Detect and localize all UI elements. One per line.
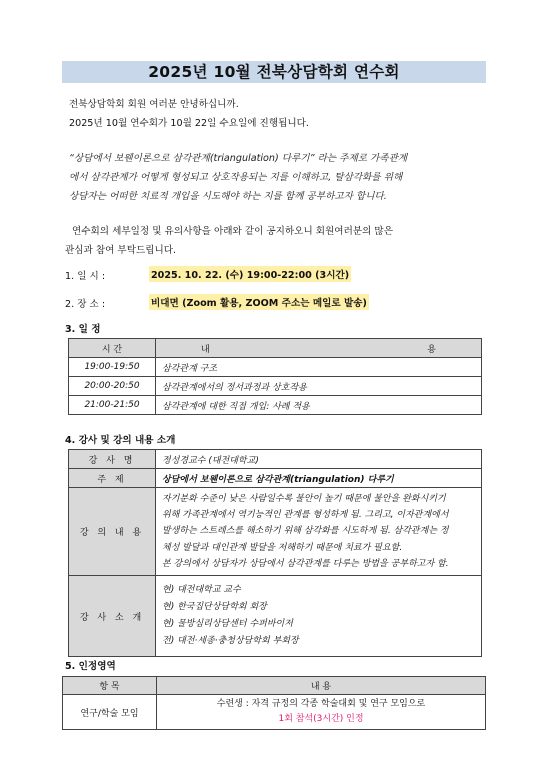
bio-line: 현) 한국집단상담학회 회장 [162,602,267,613]
credit-header-content: 내 용 [157,677,486,695]
greeting-line-1: 전북상담학회 회원 여러분 안녕하십니까. [69,99,239,110]
lecture-content-line: 위해 가족관계에서 역기능적인 관계를 형성하게 됨. 그리고, 이자관계에서 [162,510,449,521]
schedule-header-time: 시 간 [69,339,156,358]
datetime-label: 1. 일 시 : [65,271,106,282]
credit-table [62,676,486,730]
table-row [69,396,482,415]
schedule-content: 삼각관계에 대한 직접 개입: 사례 적용 [156,396,482,415]
bio-label: 강 사 소 개 [69,576,156,657]
bio-line: 현) 물방심리상담센터 수퍼바이저 [162,619,293,630]
intro-line-2: 에서 삼각관계가 어떻게 형성되고 상호작용되는 지를 이해하고, 탈삼각화를 위해 [69,172,403,183]
schedule-time: 21:00-21:50 [69,396,156,415]
schedule-content: 삼각관계에서의 정서과정과 상호작용 [156,377,482,396]
lecture-table [68,449,482,657]
credit-content [157,695,486,730]
intro-line-3: 상담자는 어떠한 치료적 개입을 시도해야 하는 지를 함께 공부하고자 합니다. [69,191,387,202]
schedule-table [68,338,482,415]
greeting-line-2: 2025년 10월 연수회가 10월 22일 수요일에 진행됩니다. [69,118,309,129]
schedule-time: 19:00-19:50 [69,358,156,377]
schedule-content: 삼각관계 구조 [156,358,482,377]
page-title: 2025년 10월 전북상담학회 연수회 [62,61,486,83]
table-row [69,358,482,377]
speaker-name: 정성경교수 (대전대학교) [156,450,482,469]
lecture-content [156,488,482,576]
schedule-header-content: 내 용 [156,339,482,358]
credit-heading: 5. 인정영역 [65,661,116,672]
bio-line: 현) 대전대학교 교수 [162,585,241,596]
credit-header-row [63,677,486,695]
topic-value: 상담에서 보웬이론으로 삼각관계(triangulation) 다루기 [156,469,482,488]
table-row [69,576,482,657]
content-label: 강 의 내 용 [69,488,156,576]
place-label: 2. 장 소 : [65,299,106,310]
credit-item: 연구/학술 모임 [63,695,157,730]
intro-line-1: “상담에서 보웬이론으로 삼각관계(triangulation) 다루기” 라는 주제로 가족관계 [69,153,408,164]
schedule-time: 20:00-20:50 [69,377,156,396]
datetime-value: 2025. 10. 22. (수) 19:00-22:00 (3시간) [149,266,351,282]
speaker-label: 강 사 명 [69,450,156,469]
table-row [63,695,486,730]
lecture-content-line: 발생하는 스트레스를 해소하기 위해 삼각화를 시도하게 됨. 삼각관계는 정 [162,526,449,537]
table-row [69,469,482,488]
credit-content-line-1: 수련생 : 자격 규정의 각종 학술대회 및 연구 모임으로 [216,699,426,709]
credit-header-item: 항 목 [63,677,157,695]
table-row [69,450,482,469]
table-row [69,488,482,576]
schedule-heading: 3. 일 정 [65,324,101,335]
topic-label: 주 제 [69,469,156,488]
credit-content-line-2: 1회 참석(3시간) 인정 [278,714,364,724]
lecture-content-line: 체성 발달과 대인관계 발달을 저해하기 때문에 치료가 필요함. [162,542,403,553]
lecture-heading: 4. 강사 및 강의 내용 소개 [65,435,176,446]
speaker-bio [156,576,482,657]
table-row [69,377,482,396]
bio-line: 전) 대전·세종·충청상담학회 부회장 [162,636,299,647]
notice-line-1: 연수회의 세부일정 및 유의사항을 아래와 같이 공지하오니 회원여러분의 많은 [72,226,393,237]
lecture-content-line: 자기분화 수준이 낮은 사람일수록 불안이 높기 때문에 불안을 완화시키기 [162,494,446,504]
schedule-header-row [69,339,482,358]
place-value: 비대면 (Zoom 활용, ZOOM 주소는 메일로 발송) [149,294,369,310]
notice-line-2: 관심과 참여 부탁드립니다. [65,245,177,256]
lecture-content-line: 본 강의에서 상담자가 상담에서 삼각관계를 다루는 방법을 공부하고자 함. [162,558,449,569]
